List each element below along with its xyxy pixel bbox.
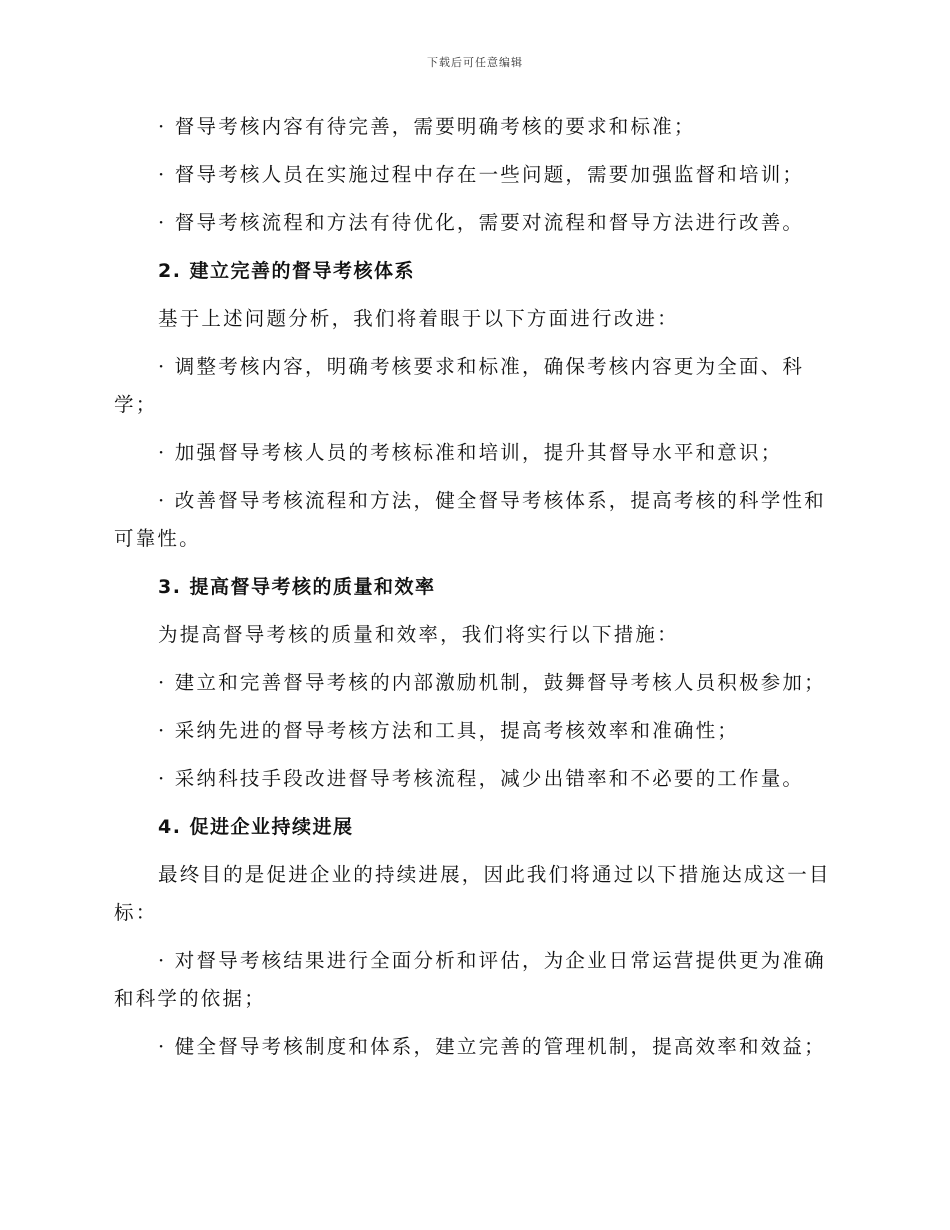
bullet-paragraph: · 调整考核内容，明确考核要求和标准，确保考核内容更为全面、科学； [114,355,805,416]
section-heading: 2. 建立完善的督导考核体系 [158,260,416,282]
bullet-paragraph: · 改善督导考核流程和方法，健全督导考核体系，提高考核的科学性和可靠性。 [114,489,826,550]
section-heading: 4. 促进企业持续进展 [158,816,354,838]
bullet-paragraph: · 对督导考核结果进行全面分析和评估，为企业日常运营提供更为准确和科学的依据； [114,949,826,1010]
document-body [114,108,836,1076]
header-note: 下载后可任意编辑 [427,56,523,69]
bullet-paragraph: · 建立和完善督导考核的内部激励机制，鼓舞督导考核人员积极参加； [158,671,826,694]
body-paragraph: 为提高督导考核的质量和效率，我们将实行以下措施： [158,623,679,646]
bullet-paragraph: · 督导考核流程和方法有待优化，需要对流程和督导方法进行改善。 [158,211,805,234]
body-paragraph: 基于上述问题分析，我们将着眼于以下方面进行改进： [158,307,679,330]
bullet-paragraph: · 加强督导考核人员的考核标准和培训，提升其督导水平和意识； [158,441,783,464]
body-paragraph: 最终目的是促进企业的持续进展，因此我们将通过以下措施达成这一目标： [114,863,831,924]
bullet-paragraph: · 督导考核内容有待完善，需要明确考核的要求和标准； [158,115,696,138]
bullet-paragraph: · 督导考核人员在实施过程中存在一些问题，需要加强监督和培训； [158,163,805,186]
section-heading: 3. 提高督导考核的质量和效率 [158,576,436,598]
bullet-paragraph: · 健全督导考核制度和体系，建立完善的管理机制，提高效率和效益； [158,1035,826,1058]
bullet-paragraph: · 采纳科技手段改进督导考核流程，减少出错率和不必要的工作量。 [158,767,805,790]
bullet-paragraph: · 采纳先进的督导考核方法和工具，提高考核效率和准确性； [158,719,739,742]
